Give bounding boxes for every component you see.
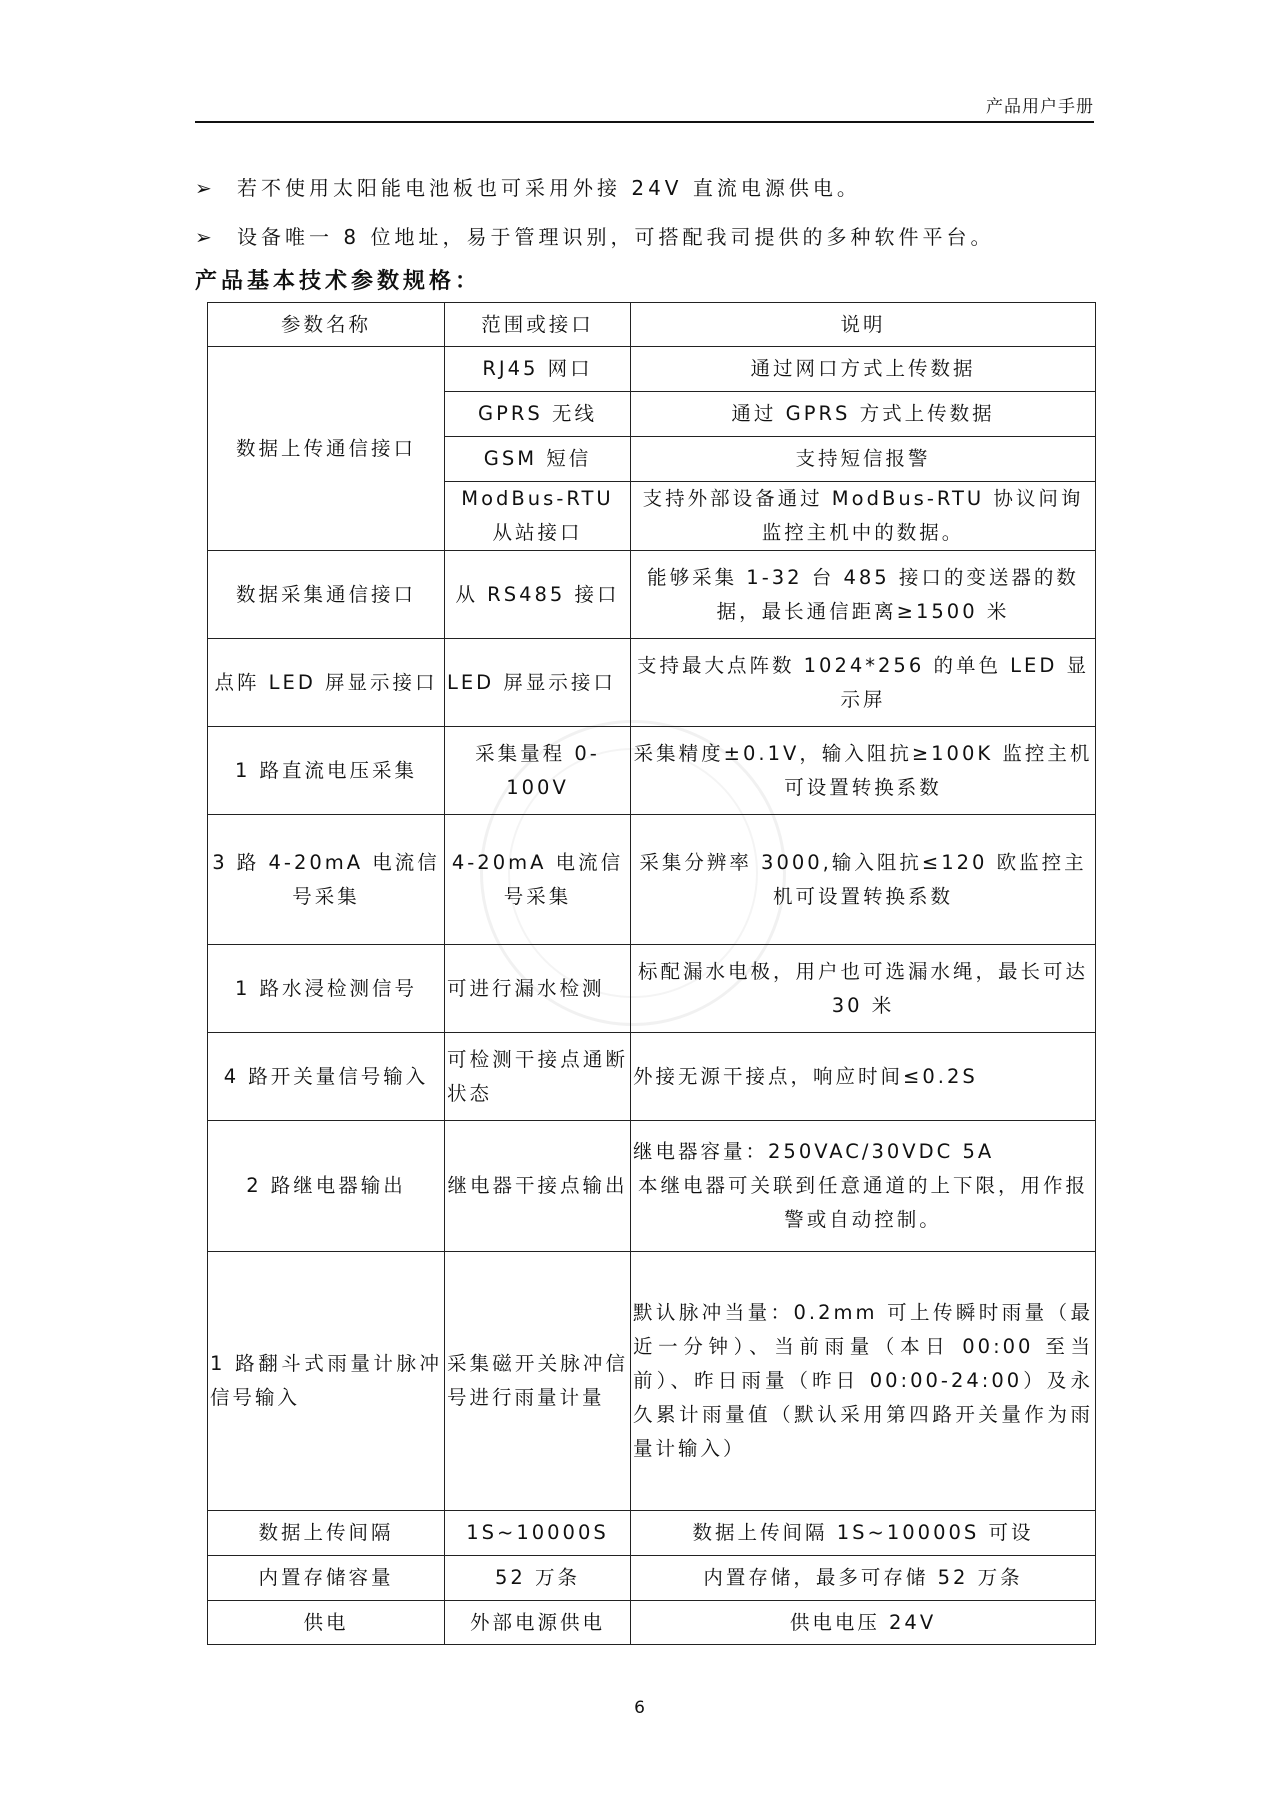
range-cell: 采集量程 0-100V: [445, 727, 631, 815]
desc-cell: 数据上传间隔 1S~10000S 可设: [631, 1511, 1096, 1556]
table-row: [208, 1121, 1096, 1252]
range-cell: 可检测干接点通断状态: [445, 1033, 631, 1121]
range-cell: 可进行漏水检测: [445, 945, 631, 1033]
range-cell: 4-20mA 电流信号采集: [445, 815, 631, 945]
table-row: [208, 1511, 1096, 1556]
table-row: [208, 815, 1096, 945]
relay-note: 本继电器可关联到任意通道的上下限，用作报警或自动控制。: [637, 1174, 1088, 1231]
range-cell: 从 RS485 接口: [445, 551, 631, 639]
desc-cell: 默认脉冲当量：0.2mm 可上传瞬时雨量（最近一分钟）、当前雨量（本日 00:00 至当前）、昨日雨量（昨日 00:00-24:00）及永久累计雨量值（默认采用第四路开关量作为雨量计输入）: [631, 1252, 1096, 1511]
desc-cell: 支持最大点阵数 1024*256 的单色 LED 显示屏: [631, 639, 1096, 727]
table-header: 参数名称: [208, 303, 445, 347]
table-row: [208, 1252, 1096, 1511]
desc-cell: 外接无源干接点，响应时间≤0.2S: [631, 1033, 1096, 1121]
table-row: [208, 727, 1096, 815]
param-cell: 1 路水浸检测信号: [208, 945, 445, 1033]
arrow-icon: ➢: [195, 176, 212, 200]
arrow-icon: ➢: [195, 225, 212, 249]
table-header: 说明: [631, 303, 1096, 347]
table-header-row: [208, 303, 1096, 347]
page-number: 6: [634, 1698, 645, 1718]
desc-cell: 支持短信报警: [631, 437, 1096, 482]
spec-table: [207, 302, 1096, 1645]
desc-cell: 采集分辨率 3000,输入阻抗≤120 欧监控主机可设置转换系数: [631, 815, 1096, 945]
range-cell: GSM 短信: [445, 437, 631, 482]
range-cell: RJ45 网口: [445, 347, 631, 392]
param-cell: 点阵 LED 屏显示接口: [208, 639, 445, 727]
param-cell: 4 路开关量信号输入: [208, 1033, 445, 1121]
param-cell: 数据上传通信接口: [208, 347, 445, 551]
table-header: 范围或接口: [445, 303, 631, 347]
table-row: [208, 1601, 1096, 1645]
desc-cell: 内置存储，最多可存储 52 万条: [631, 1556, 1096, 1601]
range-cell: 1S~10000S: [445, 1511, 631, 1556]
param-cell: 3 路 4-20mA 电流信号采集: [208, 815, 445, 945]
param-cell: 数据上传间隔: [208, 1511, 445, 1556]
desc-cell: 通过网口方式上传数据: [631, 347, 1096, 392]
bullet-text: 设备唯一 8 位地址，易于管理识别，可搭配我司提供的多种软件平台。: [237, 225, 995, 249]
table-row: [208, 639, 1096, 727]
range-cell: 继电器干接点输出: [445, 1121, 631, 1252]
desc-cell: 支持外部设备通过 ModBus-RTU 协议问询监控主机中的数据。: [631, 482, 1096, 551]
relay-capacity: 继电器容量：250VAC/30VDC 5A: [633, 1140, 995, 1163]
bullet-item: [195, 221, 994, 250]
desc-cell: [631, 1121, 1096, 1252]
header-divider: [195, 121, 1094, 123]
bullet-text: 若不使用太阳能电池板也可采用外接 24V 直流电源供电。: [237, 176, 861, 200]
range-cell: LED 屏显示接口: [445, 639, 631, 727]
param-cell: 供电: [208, 1601, 445, 1645]
table-row: [208, 1556, 1096, 1601]
table-row: [208, 551, 1096, 639]
range-cell: 外部电源供电: [445, 1601, 631, 1645]
desc-cell: 采集精度±0.1V，输入阻抗≥100K 监控主机可设置转换系数: [631, 727, 1096, 815]
range-cell: GPRS 无线: [445, 392, 631, 437]
table-row: [208, 1033, 1096, 1121]
table-row: [208, 347, 1096, 392]
range-cell: 采集磁开关脉冲信号进行雨量计量: [445, 1252, 631, 1511]
desc-cell: 能够采集 1-32 台 485 接口的变送器的数据，最长通信距离≥1500 米: [631, 551, 1096, 639]
param-cell: 1 路翻斗式雨量计脉冲信号输入: [208, 1252, 445, 1511]
param-cell: 内置存储容量: [208, 1556, 445, 1601]
section-title: 产品基本技术参数规格：: [195, 269, 482, 294]
desc-cell: 通过 GPRS 方式上传数据: [631, 392, 1096, 437]
range-cell: 52 万条: [445, 1556, 631, 1601]
range-cell: ModBus-RTU 从站接口: [445, 482, 631, 551]
param-cell: 2 路继电器输出: [208, 1121, 445, 1252]
desc-cell: 供电电压 24V: [631, 1601, 1096, 1645]
param-cell: 数据采集通信接口: [208, 551, 445, 639]
bullet-item: [195, 172, 861, 201]
table-row: [208, 945, 1096, 1033]
desc-cell: 标配漏水电极，用户也可选漏水绳，最长可达 30 米: [631, 945, 1096, 1033]
param-cell: 1 路直流电压采集: [208, 727, 445, 815]
header-title: 产品用户手册: [986, 97, 1094, 117]
